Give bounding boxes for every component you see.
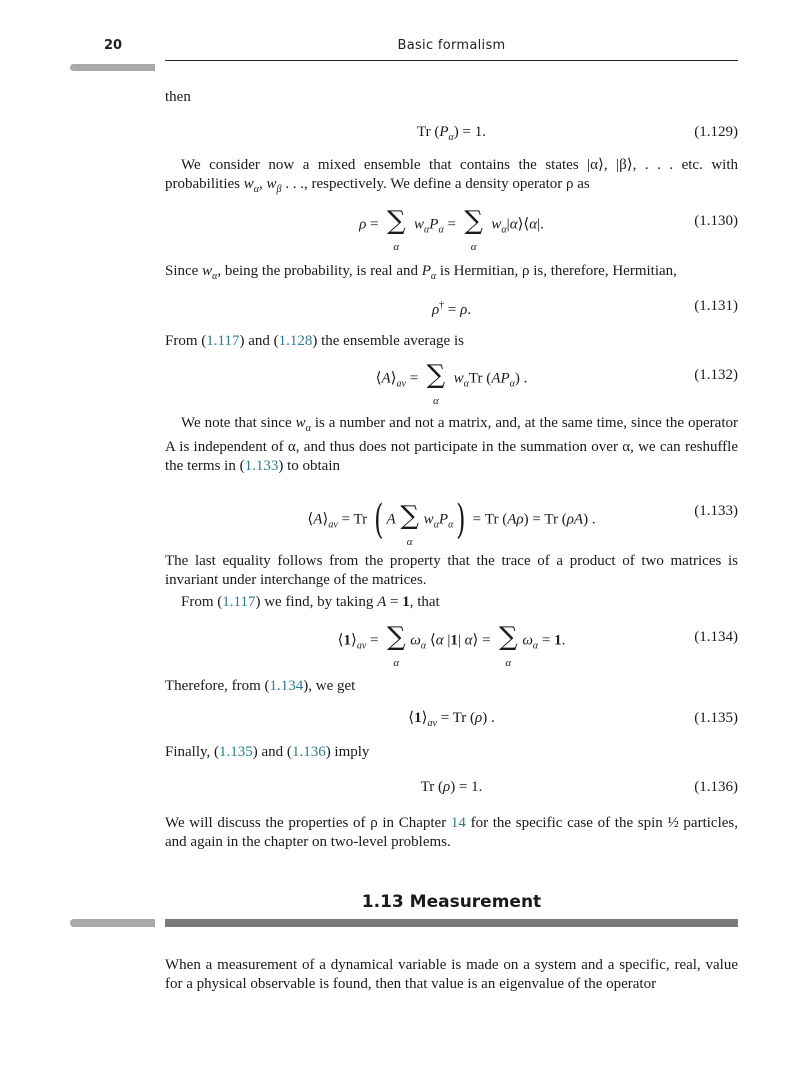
summation-symbol: ∑ α: [426, 360, 446, 407]
equation-ref-link[interactable]: 1.136: [291, 744, 326, 760]
equation-ref-link[interactable]: 1.134: [269, 678, 304, 694]
summation-symbol: ∑ α: [386, 206, 406, 253]
header-tab: [70, 64, 155, 71]
running-head: [0, 38, 806, 70]
section-bar: [165, 919, 738, 927]
summation-symbol: ∑ α: [464, 206, 483, 253]
paragraph-from-2: From (1.117) we find, by taking A = 1, that: [181, 594, 440, 610]
equation-number: (1.134): [694, 629, 738, 645]
equation-number: (1.131): [694, 298, 738, 314]
equation-1-134: [165, 622, 738, 669]
text-run: , respectively. We define a density operator ρ as: [304, 176, 590, 192]
equation-1-129: [165, 121, 738, 161]
text-run: Since: [165, 263, 203, 279]
paragraph-mixed-ensemble: We consider now a mixed ensemble that contains the states |α⟩, |β⟩, . . . etc. with probabilities $w_\alpha$, $w_\beta$ . . ., respectively. We define a density operator ρ as: [165, 157, 738, 195]
equation-ref-link[interactable]: 1.117: [206, 333, 240, 349]
paragraph-since: Since $w_\alpha$, being the probability, is real and $P_\alpha$ is Hermitian, ρ is, therefore, Hermitian,: [165, 263, 677, 282]
equation-body: Tr $(P_\alpha) = 1$.: [416, 124, 487, 143]
equation-number: (1.136): [694, 779, 738, 795]
text-run: , that: [409, 594, 440, 610]
text-run: Therefore, from (: [165, 678, 270, 694]
paragraph-measurement: When a measurement of a dynamical variable is made on a system and a specific, real, value for a physical observable is found, then that value is an eigenvalue of the operator: [165, 957, 738, 992]
text-run: , being the probability, is real and: [217, 263, 422, 279]
running-title: Basic formalism: [397, 38, 506, 53]
summation-symbol: ∑ α: [386, 622, 406, 669]
text-run: Finally, (: [165, 744, 220, 760]
equation-ref-link[interactable]: 1.117: [222, 594, 256, 610]
equation-ref-link[interactable]: 1.135: [219, 744, 253, 760]
equation-body: $⟨A⟩_{av}$ = ∑ α $w_\alpha Tr$ $(AP_\alpha)$ .: [375, 360, 528, 407]
text-run: We note that since: [181, 415, 296, 431]
equation-1-131: [165, 295, 738, 335]
paragraph-finally: [165, 743, 738, 762]
equation-1-133: [165, 497, 738, 550]
page-number: 20: [104, 38, 123, 53]
text-run: for the specific case of the spin ½ particles, and again in the chapter on two-level problems.: [165, 815, 738, 850]
text-run: ) imply: [325, 744, 370, 760]
chapter-ref-link[interactable]: 14: [450, 815, 466, 831]
text-run: ), we get: [303, 678, 356, 694]
paragraph-from: [165, 332, 738, 351]
equation-number: (1.130): [694, 213, 738, 229]
text-run: is Hermitian, ρ is, therefore, Hermitian,: [436, 263, 677, 279]
equation-number: (1.135): [694, 710, 738, 726]
equation-body: ρ† = ρ.: [431, 300, 472, 318]
equation-1-136: [165, 776, 738, 816]
paragraph-note: We note that since $w_\alpha$ is a number and not a matrix, and, at the same time, since the operator A is independent of α, and thus does not participate in the summation over α, we can reshuffle the terms in (1.133) to obtain: [165, 415, 738, 474]
equation-ref-link[interactable]: 1.133: [244, 458, 279, 474]
text-run: ) and (: [252, 744, 292, 760]
equation-1-130: [165, 206, 738, 253]
paragraph-therefore: [165, 677, 738, 696]
paragraph-then: then: [165, 89, 191, 105]
paragraph-discuss: [165, 814, 738, 852]
text-run: From (: [181, 594, 223, 610]
equation-body: ρ = ∑ α $w_\alpha P_\alpha$ = ∑ α $w_\alpha|\alpha⟩⟨\alpha|$.: [359, 206, 544, 253]
text-run: ) and (: [239, 333, 279, 349]
equation-number: (1.133): [694, 503, 738, 519]
summation-symbol: ∑ α: [499, 622, 518, 669]
text-run: ) we find, by taking: [255, 594, 378, 610]
equation-body: $⟨A⟩_{av} = Tr$ ( A ∑ α $w_\alpha P_\alpha) = Tr$ (Aρ) = Tr (ρA) .: [307, 497, 596, 548]
equation-ref-link[interactable]: 1.128: [278, 333, 313, 349]
paragraph-last-equality: The last equality follows from the property that the trace of a product of two matrices is invariant under interchange of the matrices.: [165, 553, 738, 588]
text-run: We consider now a mixed ensemble that contains the states |α⟩, |β⟩, . . . etc. with probabilities: [165, 157, 738, 192]
equation-number: (1.129): [694, 124, 738, 140]
section-heading: 1.13 Measurement: [361, 892, 542, 912]
summation-symbol: ∑ α: [400, 501, 419, 548]
equation-1-135: [165, 707, 738, 747]
equation-body: $⟨1⟩_{av}$ = ∑ α $\omega_\alpha$ ⟨α |1| α⟩ = ∑ α $\omega_\alpha = 1$.: [337, 622, 566, 669]
equation-1-132: [165, 360, 738, 407]
section-tab: [70, 919, 155, 927]
text-run: is a number and not a matrix, and, at the same time, since the operator A is independent of α, and thus does not participate in the summation over α, we can reshuffle the terms in (: [165, 415, 738, 474]
text-run: From (: [165, 333, 207, 349]
text-run: ) the ensemble average is: [312, 333, 464, 349]
equation-body: Tr (ρ) = 1.: [420, 779, 483, 795]
text-run: We will discuss the properties of ρ in Chapter: [165, 815, 451, 831]
header-rule: [165, 60, 738, 61]
equation-number: (1.132): [694, 367, 738, 383]
text-run: ) to obtain: [278, 458, 340, 474]
equation-body: $⟨1⟩_{av} = Tr$ (ρ) .: [408, 710, 495, 729]
